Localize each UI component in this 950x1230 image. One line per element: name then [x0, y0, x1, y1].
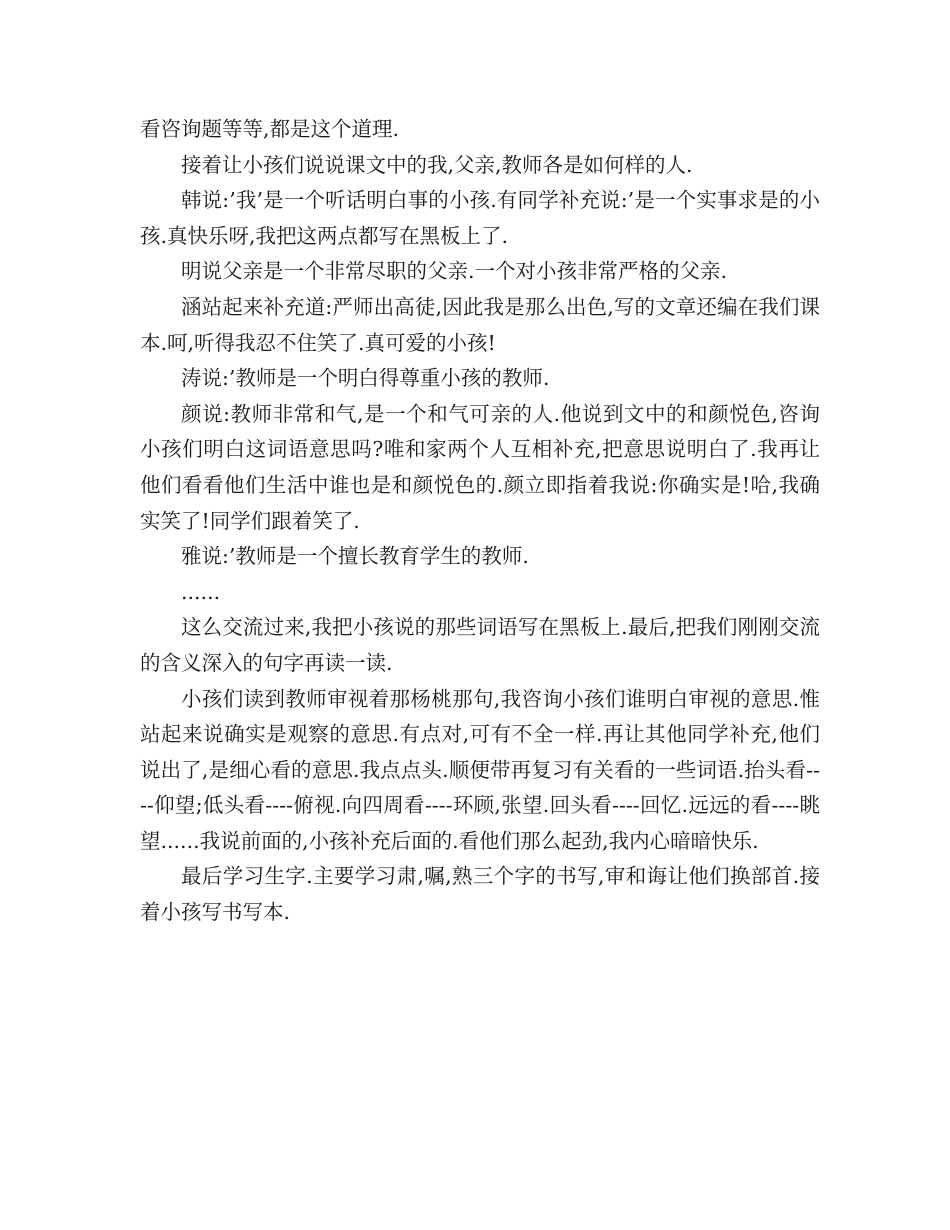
- paragraph: 颜说:教师非常和气,是一个和气可亲的人.他说到文中的和颜悦色,咨询小孩们明白这词语意思吗?唯和家两个人互相补充,把意思说明白了.我再让他们看看他们生活中谁也是和颜悦色的.颜立即指着我说:你确实是!哈,我确实笑了!同学们跟着笑了.: [140, 401, 820, 533]
- paragraph: 涵站起来补充道:严师出高徒,因此我是那么出色,写的文章还编在我们课本.呵,听得我忍不住笑了.真可爱的小孩!: [140, 294, 820, 355]
- document-body: [140, 112, 820, 931]
- paragraph: 这么交流过来,我把小孩说的那些词语写在黑板上.最后,把我们刚刚交流的含义深入的句字再读一读.: [140, 615, 820, 675]
- paragraph: 明说父亲是一个非常尽职的父亲.一个对小孩非常严格的父亲.: [181, 259, 728, 284]
- paragraph: 接着让小孩们说说课文中的我,父亲,教师各是如何样的人.: [181, 152, 693, 177]
- paragraph: 韩说:’我’是一个听话明白事的小孩.有同学补充说:’是一个实事求是的小孩.真快乐呀,我把这两点都写在黑板上了.: [140, 188, 820, 248]
- ellipsis-line: ......: [181, 579, 221, 604]
- paragraph: 雅说:’教师是一个擅长教育学生的教师.: [181, 544, 529, 569]
- paragraph: 最后学习生字.主要学习肃,嘱,熟三个字的书写,审和诲让他们换部首.接着小孩写书写本.: [140, 864, 820, 925]
- paragraph-continuation: 看咨询题等等,都是这个道理.: [140, 117, 400, 141]
- paragraph: 小孩们读到教师审视着那杨桃那句,我咨询小孩们谁明白审视的意思.惟站起来说确实是观察的意思.有点对,可有不全一样.再让其他同学补充,他们说出了,是细心看的意思.我点点头.顺便带再复习有关看的一些词语.抬头看----仰望;低头看----俯视.向四周看----环顾,张望.回头看----回忆.远远的看----眺望......我说前面的,小孩补充后面的.看他们那么起劲,我内心暗暗快乐.: [140, 686, 820, 853]
- paragraph: 涛说:’教师是一个明白得尊重小孩的教师.: [181, 366, 550, 391]
